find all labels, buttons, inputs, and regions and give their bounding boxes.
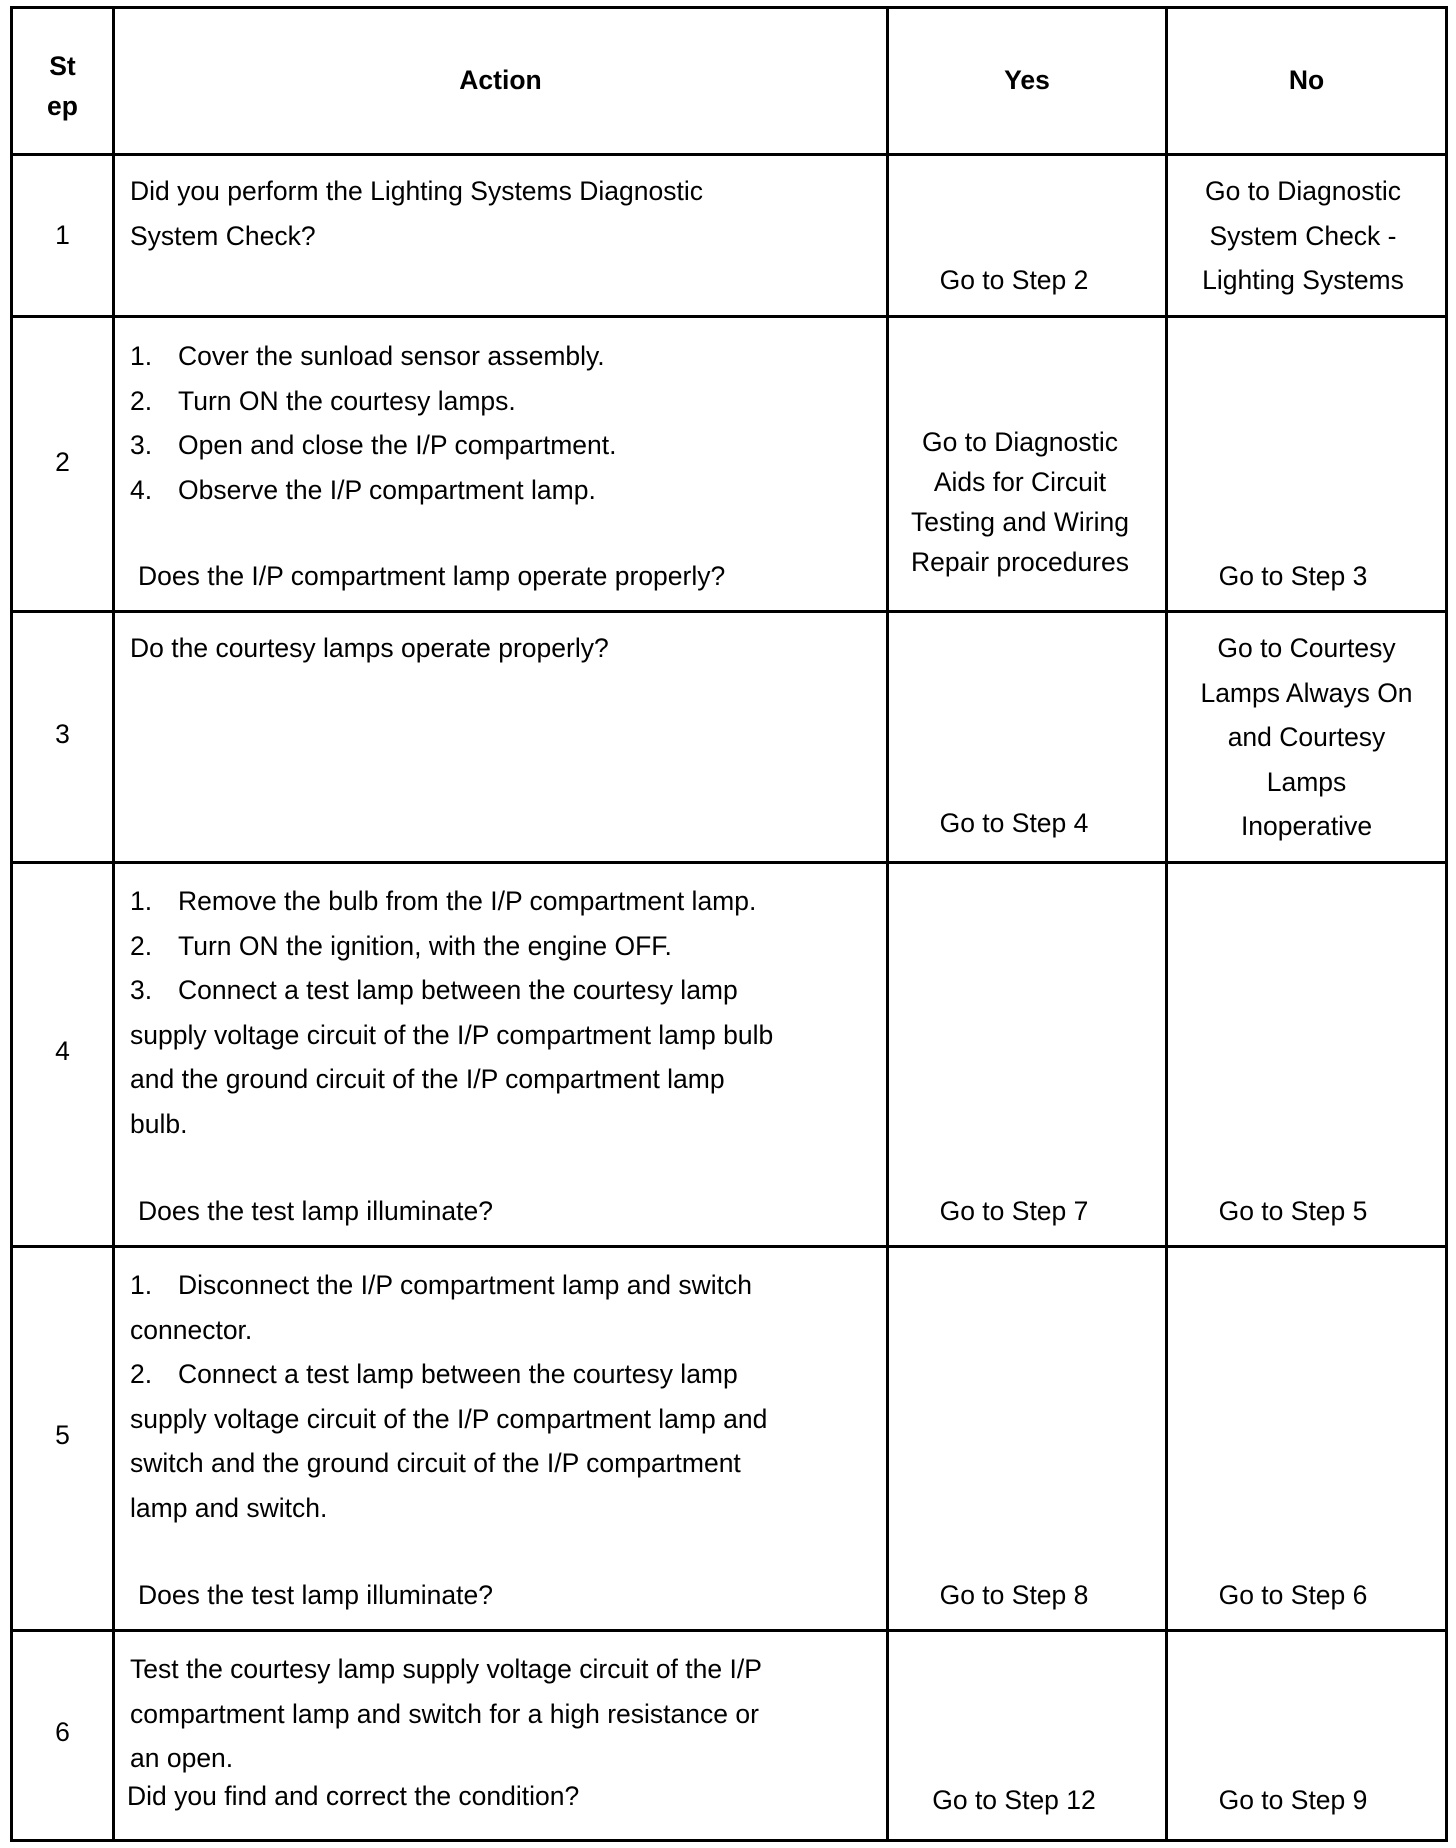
row-divider	[10, 861, 1448, 864]
no-result: Go to Step 9	[1218, 1785, 1368, 1815]
row-divider	[10, 1629, 1448, 1632]
header-action: Action	[459, 65, 542, 95]
header-no: No	[1288, 65, 1325, 95]
no-result: Go to Step 5	[1218, 1196, 1368, 1226]
table-border	[10, 6, 1448, 9]
diagnostic-table	[10, 6, 1448, 1842]
action-text: Did you perform the Lighting Systems Diagnostic System Check?	[130, 176, 703, 251]
action-steps: 1. Remove the bulb from the I/P compartment lamp. 2. Turn ON the ignition, with the engine OFF. 3. Connect a test lamp between the courtesy lamp supply voltage circuit of the I/P compartment lamp bulb and the ground circuit of the I/P compartment lamp bulb.	[130, 886, 774, 1139]
header-step	[13, 46, 112, 126]
table-border	[10, 1839, 1448, 1842]
yes-result: Go to Step 8	[939, 1580, 1089, 1610]
action-steps: 1. Disconnect the I/P compartment lamp and switch connector. 2. Connect a test lamp between the courtesy lamp supply voltage circuit of the I/P compartment lamp and switch and the ground circuit of the I/P compartment lamp and switch.	[130, 1270, 768, 1523]
step-number: 3	[55, 719, 70, 749]
row-divider	[10, 610, 1448, 613]
yes-result: Go to Step 2	[939, 265, 1089, 295]
yes-result: Go to Step 4	[939, 808, 1089, 838]
yes-result: Go to Step 7	[939, 1196, 1089, 1226]
action-text: Test the courtesy lamp supply voltage circuit of the I/P compartment lamp and switch for a high resistance or an open.	[130, 1654, 762, 1773]
row-divider	[10, 315, 1448, 318]
action-steps: 1. Cover the sunload sensor assembly. 2. Turn ON the courtesy lamps. 3. Open and close the I/P compartment. 4. Observe the I/P compartment lamp.	[130, 341, 617, 505]
step-number: 6	[55, 1717, 70, 1747]
step-number: 1	[55, 220, 70, 250]
action-question: Does the test lamp illuminate?	[138, 1580, 493, 1610]
no-result: Go to Step 3	[1218, 561, 1368, 591]
header-step-line1: St	[49, 51, 76, 81]
yes-result: Go to Diagnostic Aids for Circuit Testing and Wiring Repair procedures	[910, 427, 1129, 577]
step-number: 2	[55, 447, 70, 477]
step-number: 4	[55, 1036, 70, 1066]
table-border	[1445, 6, 1448, 1842]
step-number: 5	[55, 1420, 70, 1450]
header-step-line2: ep	[47, 91, 78, 121]
action-text: Do the courtesy lamps operate properly?	[130, 633, 609, 663]
header-yes: Yes	[1004, 65, 1050, 95]
no-result: Go to Diagnostic System Check - Lighting Systems	[1202, 176, 1404, 295]
row-divider	[10, 153, 1448, 156]
table-border	[10, 6, 13, 1842]
row-divider	[10, 1245, 1448, 1248]
no-result: Go to Courtesy Lamps Always On and Courtesy Lamps Inoperative	[1200, 633, 1413, 841]
action-question: Does the test lamp illuminate?	[138, 1196, 493, 1226]
no-result: Go to Step 6	[1218, 1580, 1368, 1610]
yes-result: Go to Step 12	[932, 1785, 1096, 1815]
action-question: Did you find and correct the condition?	[127, 1781, 580, 1811]
action-question: Does the I/P compartment lamp operate properly?	[138, 561, 726, 591]
column-divider	[112, 6, 115, 1842]
